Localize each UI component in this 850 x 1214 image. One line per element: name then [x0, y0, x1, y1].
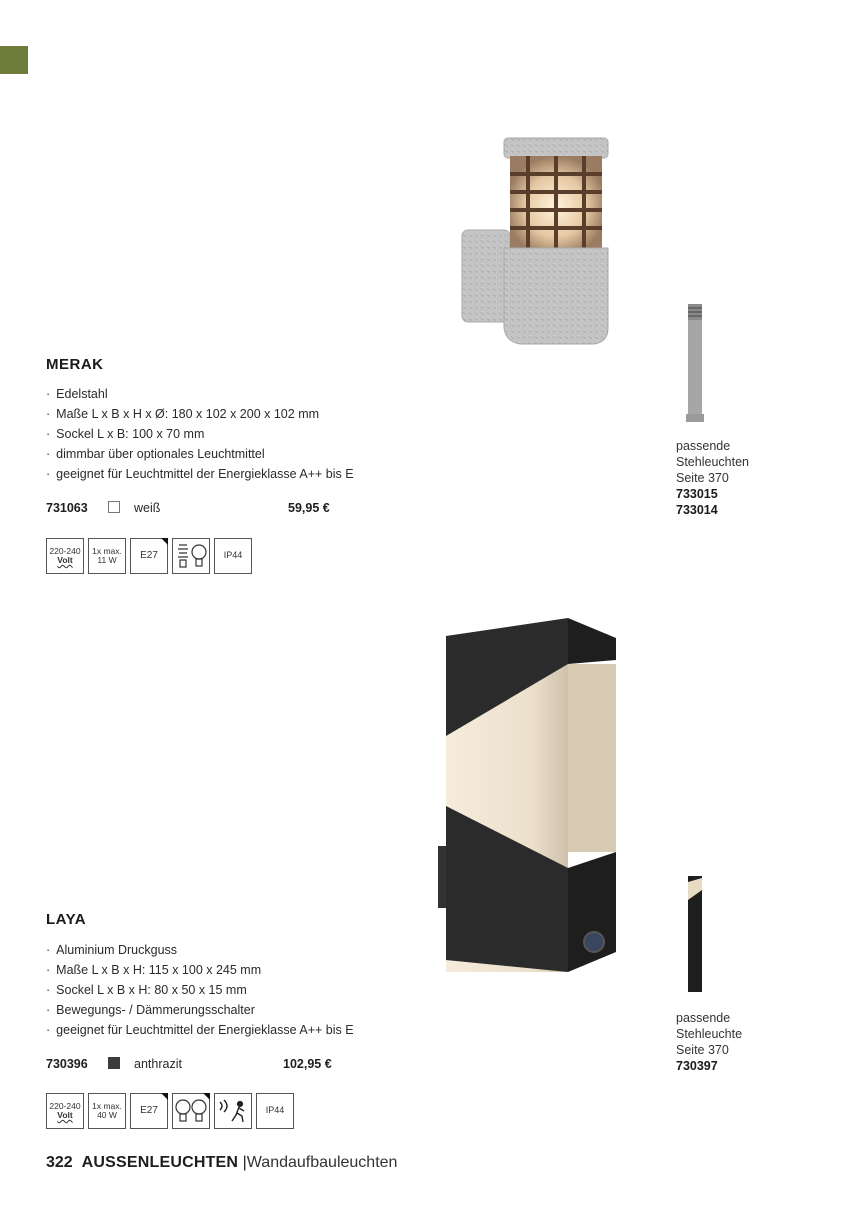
- related-page: Seite 370: [676, 1043, 729, 1057]
- energy-bulbs-icon: [174, 541, 208, 571]
- feature-item: · dimmbar über optionales Leuchtmittel: [46, 444, 354, 464]
- related-label: passende: [676, 1011, 731, 1025]
- feature-item: · Sockel L x B: 100 x 70 mm: [46, 424, 354, 444]
- feature-list: [46, 940, 354, 1040]
- ip-rating-icon: [256, 1093, 294, 1129]
- ip-rating: IP44: [223, 550, 243, 561]
- related-type: Stehleuchte: [676, 1027, 743, 1041]
- product-title: LAYA: [46, 911, 87, 928]
- page-footer: [46, 1154, 397, 1172]
- laya-bollard-image: [686, 874, 704, 996]
- feature-item: · Maße L x B x H x Ø: 180 x 102 x 200 x 102 mm: [46, 404, 354, 424]
- section-color-tab: [0, 46, 28, 74]
- wattage-icon: [88, 538, 126, 574]
- bulb-types-icon: [172, 1093, 210, 1129]
- related-products: [676, 438, 749, 518]
- article-number: 730396: [46, 1057, 88, 1071]
- color-swatch-white: [108, 501, 120, 513]
- voltage-range: 220-240: [49, 546, 81, 557]
- related-code: 733014: [676, 503, 718, 517]
- socket-type: E27: [140, 549, 158, 561]
- merak-bollard-image: [684, 302, 706, 424]
- section-title: AUSSENLEUCHTEN: [81, 1154, 239, 1171]
- related-products: [676, 1010, 742, 1074]
- bulb-types-icon: [172, 538, 210, 574]
- color-swatch-anthracite: [108, 1057, 120, 1069]
- voltage-icon: [46, 1093, 84, 1129]
- product-title: MERAK: [46, 356, 104, 373]
- color-name: weiß: [134, 501, 161, 515]
- feature-item: · Maße L x B x H: 115 x 100 x 245 mm: [46, 960, 354, 980]
- related-type: Stehleuchten: [676, 455, 749, 469]
- article-number: 731063: [46, 501, 88, 515]
- wattage-value: 11 W: [97, 555, 117, 565]
- subsection-title: Wandaufbauleuchten: [246, 1154, 398, 1171]
- socket-type: E27: [140, 1104, 158, 1116]
- page-number: 322: [46, 1154, 73, 1171]
- color-name: anthrazit: [134, 1057, 182, 1071]
- laya-lamp-image: [436, 616, 620, 980]
- ip-rating: IP44: [265, 1105, 285, 1116]
- motion-sensor-icon: [214, 1093, 252, 1129]
- related-page: Seite 370: [676, 471, 729, 485]
- ip-rating-icon: [214, 538, 252, 574]
- wattage-value: 40 W: [97, 1110, 117, 1120]
- related-label: passende: [676, 439, 731, 453]
- incandescent-bulbs-icon: [174, 1096, 208, 1126]
- feature-item: · Sockel L x B x H: 80 x 50 x 15 mm: [46, 980, 354, 1000]
- price: 59,95 €: [288, 501, 330, 515]
- voltage-range: 220-240: [49, 1101, 81, 1112]
- wattage-icon: [88, 1093, 126, 1129]
- socket-icon: [130, 1093, 168, 1129]
- socket-icon: [130, 538, 168, 574]
- motion-person-icon: [216, 1096, 250, 1126]
- price: 102,95 €: [283, 1057, 332, 1071]
- merak-lamp-image: [458, 132, 616, 348]
- voltage-unit: Volt: [57, 1110, 73, 1120]
- feature-item: · Aluminium Druckguss: [46, 940, 354, 960]
- voltage-unit: Volt: [57, 555, 73, 565]
- wattage-count: 1x max.: [92, 546, 122, 557]
- feature-item: · geeignet für Leuchtmittel der Energieklasse A++ bis E: [46, 1020, 354, 1040]
- voltage-icon: [46, 538, 84, 574]
- related-code: 733015: [676, 487, 718, 501]
- feature-item: · geeignet für Leuchtmittel der Energieklasse A++ bis E: [46, 464, 354, 484]
- wattage-count: 1x max.: [92, 1101, 122, 1112]
- feature-list: [46, 384, 354, 484]
- footer-separator: |: [242, 1154, 247, 1171]
- related-code: 730397: [676, 1059, 718, 1073]
- feature-item: · Edelstahl: [46, 384, 354, 404]
- feature-item: · Bewegungs- / Dämmerungsschalter: [46, 1000, 354, 1020]
